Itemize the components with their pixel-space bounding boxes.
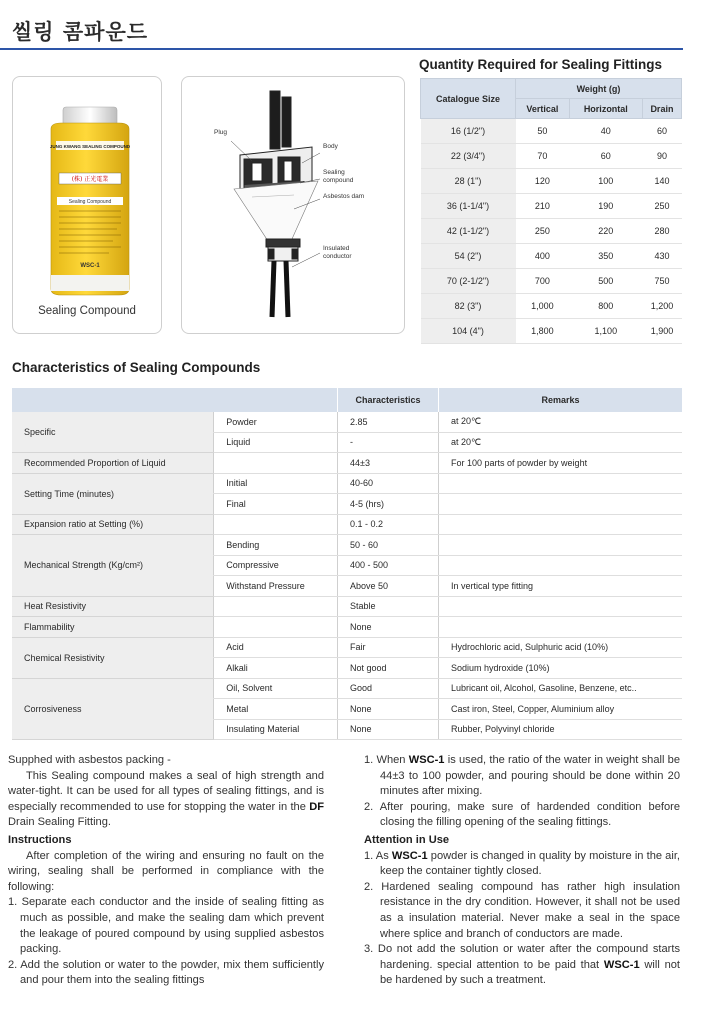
vertical-cell: 210 (534, 201, 550, 211)
quantity-table-title: Quantity Required for Sealing Fittings (419, 57, 663, 72)
attention-item-1-b: powder is changed in quality by moisture in the air, keep the container tightly closed. (380, 849, 680, 878)
characteristic-value-cell: 2.85 (338, 412, 439, 432)
property-sub-cell: Alkali (214, 658, 338, 679)
remark-cell (439, 555, 683, 576)
attention-item-3 (364, 942, 680, 989)
diagram-label-asbestos-dam: Asbestos dam (323, 193, 365, 200)
table-row (421, 119, 682, 144)
horizontal-cell: 1,100 (594, 326, 618, 336)
vertical-cell: 50 (537, 126, 548, 136)
quantity-table (420, 78, 682, 344)
can-label-product: Sealing Compound (68, 199, 112, 205)
characteristic-value-cell: 50 - 60 (338, 535, 439, 556)
remark-cell: Sodium hydroxide (10%) (439, 658, 683, 679)
characteristics-table (12, 388, 682, 740)
remark-cell: at 20℃ (439, 432, 683, 453)
mixing-item-1-b: is used, the ratio of the water in weight shall be 44±3 to 100 powder, and pouring should be done within 20 minutes after mixing. (380, 754, 680, 798)
mixing-item-2: 2. After pouring, make sure of hardended condition before closing the filling opening of the sealing fittings. (364, 800, 680, 829)
property-sub-cell: Acid (214, 637, 338, 658)
col-header-weight: Weight (g) (516, 79, 682, 99)
vertical-cell: 250 (534, 226, 550, 236)
property-sub-cell (214, 514, 338, 535)
property-group-cell: Specific (12, 412, 214, 453)
property-sub-cell: Oil, Solvent (214, 678, 338, 699)
property-sub-cell (214, 617, 338, 638)
property-sub-cell: Powder (214, 412, 338, 432)
characteristic-value-cell: 400 - 500 (338, 555, 439, 576)
horizontal-cell: 350 (598, 251, 614, 261)
property-group-cell: Corrosiveness (12, 678, 214, 740)
attention-item-2: 2. Hardened sealing compound has rather high insulation resistance in the dry condition. However, it shall not be used as a insulation material. Never make a seal in the space where splice and branch of conductors are made. (364, 880, 680, 940)
mixing-item-1 (364, 753, 680, 800)
drain-cell: 1,900 (650, 326, 674, 336)
mixing-item-1-a: 1. When (364, 754, 409, 766)
remark-cell (439, 494, 683, 515)
diagram-label-body: Body (323, 143, 338, 150)
size-cell: 42 (1-1/2") (421, 219, 516, 244)
drain-cell: 430 (654, 251, 670, 261)
table-row (12, 617, 682, 638)
diagram-label-sealing-compound: Sealing compound (323, 169, 354, 184)
instruction-step-1: 1. Separate each conductor and the inside of sealing fitting as much as possible, and make the sealing dam which prevent the leakage of poured compound by using supplied asbestos packing. (8, 896, 324, 956)
left-text-column (8, 753, 324, 989)
horizontal-cell: 40 (600, 126, 611, 136)
diagram-label-plug: Plug (214, 129, 228, 136)
table-row (12, 596, 682, 617)
drain-cell: 140 (654, 176, 670, 186)
table-row (421, 194, 682, 219)
property-group-cell: Mechanical Strength (Kg/cm²) (12, 535, 214, 597)
table-row (12, 535, 682, 556)
property-sub-cell: Bending (214, 535, 338, 556)
size-cell: 28 (1") (421, 169, 516, 194)
characteristic-value-cell: 0.1 - 0.2 (338, 514, 439, 535)
photo-caption: Sealing Compound (38, 305, 136, 317)
drain-cell: 250 (654, 201, 670, 211)
col-header-horizontal: Horizontal (569, 99, 642, 119)
attention-item-1 (364, 849, 680, 880)
diagram-label-insulated-conductor: Insulated conductor (323, 245, 352, 260)
characteristic-value-cell: 4-5 (hrs) (338, 494, 439, 515)
property-sub-cell: Final (214, 494, 338, 515)
property-group-cell: Heat Resistivity (12, 596, 214, 617)
remark-cell (439, 473, 683, 494)
instructions-title: Instructions (8, 833, 72, 846)
drain-cell: 60 (656, 126, 667, 136)
vertical-cell: 1,000 (531, 301, 554, 311)
vertical-cell: 400 (534, 251, 550, 261)
property-sub-cell (214, 596, 338, 617)
remark-cell (439, 535, 683, 556)
characteristics-table-title: Characteristics of Sealing Compounds (12, 360, 261, 375)
col-header-characteristics: Characteristics (338, 388, 439, 412)
remark-cell: For 100 parts of powder by weight (439, 453, 683, 474)
remark-cell (439, 617, 683, 638)
col-header-remarks: Remarks (439, 388, 683, 412)
property-sub-cell: Compressive (214, 555, 338, 576)
remark-cell: Cast iron, Steel, Copper, Aluminium alloy (439, 699, 683, 720)
property-sub-cell: Liquid (214, 432, 338, 453)
horizontal-cell: 60 (600, 151, 611, 161)
can-label-company: (株) 正光電業 (71, 176, 109, 183)
attention-item-3-bold: WSC-1 (603, 958, 640, 971)
remark-cell (439, 514, 683, 535)
mixing-item-1-bold: WSC-1 (408, 754, 445, 766)
right-text-column (364, 753, 680, 989)
horizontal-cell: 220 (598, 226, 614, 236)
page-title: 씰링 콤파운드 (12, 20, 149, 44)
attention-item-3-a: 3. Do not add the solution or water after the compound starts hardening. special attention to be paid that (364, 943, 680, 971)
size-cell: 54 (2") (421, 244, 516, 269)
table-row (421, 269, 682, 294)
vertical-cell: 1,800 (531, 326, 554, 336)
characteristic-value-cell: Above 50 (338, 576, 439, 597)
characteristic-value-cell: Not good (338, 658, 439, 679)
property-sub-cell: Metal (214, 699, 338, 720)
characteristic-value-cell: None (338, 699, 439, 720)
title-underline (0, 48, 683, 50)
intro-text-a: This Sealing compound makes a seal of high strength and water-tight. It can be used for all types of sealing fittings, and is especially recommended to use for stopping the water in the (8, 769, 324, 813)
property-group-cell: Chemical Resistivity (12, 637, 214, 678)
attention-item-1-a: 1. As (364, 849, 392, 862)
property-sub-cell: Withstand Pressure (214, 576, 338, 597)
remark-cell: Lubricant oil, Alcohol, Gasoline, Benzene, etc.. (439, 678, 683, 699)
intro-heading: Supphed with asbestos packing - (8, 754, 171, 766)
can-label-model: WSC-1 (80, 263, 100, 269)
drain-cell: 1,200 (650, 301, 674, 311)
remark-cell: In vertical type fitting (439, 576, 683, 597)
col-header-drain: Drain (642, 99, 681, 119)
characteristic-value-cell: None (338, 719, 439, 740)
size-cell: 22 (3/4") (421, 144, 516, 169)
property-group-cell: Flammability (12, 617, 214, 638)
characteristic-value-cell: Stable (338, 596, 439, 617)
product-photo-panel (12, 76, 162, 334)
size-cell: 104 (4") (421, 319, 516, 344)
table-row (12, 453, 682, 474)
sealing-compound-can-image (13, 77, 161, 297)
table-row (421, 144, 682, 169)
table-row (12, 637, 682, 658)
characteristic-value-cell: Fair (338, 637, 439, 658)
attention-title: Attention in Use (364, 833, 450, 846)
size-cell: 82 (3") (421, 294, 516, 319)
table-row (421, 319, 682, 344)
attention-item-3-b: will not be hardened by such a treatment. (380, 958, 680, 987)
remark-cell: Hydrochloric acid, Sulphuric acid (10%) (439, 637, 683, 658)
table-row (12, 514, 682, 535)
col-header-property (12, 388, 338, 412)
remark-cell: at 20℃ (439, 412, 683, 432)
drain-cell: 750 (654, 276, 670, 286)
property-group-cell: Recommended Proportion of Liquid (12, 453, 214, 474)
table-row (421, 294, 682, 319)
characteristic-value-cell: 40-60 (338, 473, 439, 494)
remark-cell: Rubber, Polyvinyl chloride (439, 719, 683, 740)
property-sub-cell: Insulating Material (214, 719, 338, 740)
vertical-cell: 70 (537, 151, 548, 161)
vertical-cell: 700 (534, 276, 550, 286)
intro-text-bold: DF (309, 800, 324, 813)
property-sub-cell: Initial (214, 473, 338, 494)
sealing-fitting-diagram (181, 76, 405, 334)
characteristic-value-cell: None (338, 617, 439, 638)
property-sub-cell (214, 453, 338, 474)
attention-item-1-bold: WSC-1 (391, 849, 428, 862)
horizontal-cell: 500 (598, 276, 614, 286)
table-row (12, 678, 682, 699)
table-row (421, 169, 682, 194)
horizontal-cell: 100 (598, 176, 614, 186)
horizontal-cell: 190 (598, 201, 614, 211)
instructions-intro: After completion of the wiring and ensuring no fault on the wiring, sealing shall be performed in compliance with the following: (8, 849, 324, 893)
intro-text-b: Drain Sealing Fitting. (8, 816, 111, 829)
table-row (421, 219, 682, 244)
vertical-cell: 120 (534, 176, 550, 186)
remark-cell (439, 596, 683, 617)
size-cell: 70 (2-1/2") (421, 269, 516, 294)
size-cell: 36 (1-1/4") (421, 194, 516, 219)
fitting-cross-section-drawing (182, 77, 404, 333)
characteristic-value-cell: - (338, 432, 439, 453)
table-row (12, 412, 682, 432)
instruction-step-2: 2. Add the solution or water to the powder, mix them sufficiently and pour them into the sealing fittings (8, 958, 324, 987)
characteristic-value-cell: Good (338, 678, 439, 699)
col-header-vertical: Vertical (516, 99, 570, 119)
table-row (421, 244, 682, 269)
horizontal-cell: 800 (598, 301, 614, 311)
can-label-brand: JUNG KWANG SEALING COMPOUND (49, 144, 131, 149)
col-header-catalogue-size: Catalogue Size (421, 79, 516, 119)
drain-cell: 90 (656, 151, 667, 161)
drain-cell: 280 (654, 226, 670, 236)
table-row (12, 473, 682, 494)
property-group-cell: Expansion ratio at Setting (%) (12, 514, 214, 535)
property-group-cell: Setting Time (minutes) (12, 473, 214, 514)
characteristic-value-cell: 44±3 (338, 453, 439, 474)
size-cell: 16 (1/2") (421, 119, 516, 144)
intro-paragraph (8, 769, 324, 831)
